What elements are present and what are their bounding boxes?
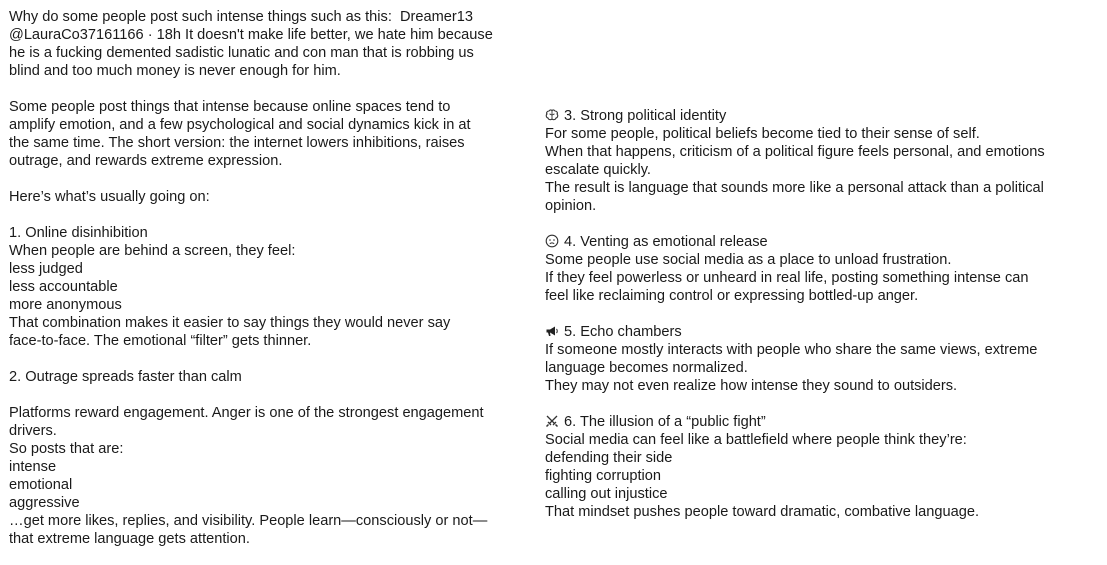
section-6-title: 6. The illusion of a “public fight” bbox=[564, 414, 766, 430]
section-2-line: Platforms reward engagement. Anger is one of the strongest engagement bbox=[9, 405, 484, 421]
question-block bbox=[9, 8, 539, 80]
section-5 bbox=[545, 323, 1101, 395]
intro-line: outrage, and rewards extreme expression. bbox=[9, 153, 283, 169]
question-line: @LauraCo37161166 · 18h It doesn't make life better, we hate him because bbox=[9, 27, 493, 43]
section-3-line: escalate quickly. bbox=[545, 162, 651, 178]
swords-icon bbox=[545, 414, 559, 428]
section-3-line: When that happens, criticism of a political figure feels personal, and emotions bbox=[545, 144, 1045, 160]
section-3-title: 3. Strong political identity bbox=[564, 108, 727, 124]
section-5-title-row bbox=[545, 323, 1101, 341]
face-icon bbox=[545, 234, 559, 248]
section-3 bbox=[545, 107, 1101, 215]
section-4 bbox=[545, 233, 1101, 305]
section-4-line: If they feel powerless or unheard in real life, posting something intense can bbox=[545, 270, 1029, 286]
heres-block bbox=[9, 188, 539, 206]
section-1-title: 1. Online disinhibition bbox=[9, 225, 148, 241]
intro-line: the same time. The short version: the internet lowers inhibitions, raises bbox=[9, 135, 465, 151]
section-1-line: That combination makes it easier to say things they would never say bbox=[9, 315, 451, 331]
section-1-line: face-to-face. The emotional “filter” gets thinner. bbox=[9, 333, 312, 349]
question-line: he is a fucking demented sadistic lunatic and con man that is robbing us bbox=[9, 45, 474, 61]
section-6-line: calling out injustice bbox=[545, 486, 668, 502]
section-4-title-row bbox=[545, 233, 1101, 251]
section-2-title-block bbox=[9, 368, 539, 386]
section-2-line: So posts that are: bbox=[9, 441, 124, 457]
section-1-line: less judged bbox=[9, 261, 83, 277]
section-3-line: opinion. bbox=[545, 198, 597, 214]
intro-line: Some people post things that intense because online spaces tend to bbox=[9, 99, 451, 115]
section-5-line: If someone mostly interacts with people who share the same views, extreme bbox=[545, 342, 1038, 358]
section-2-line: intense bbox=[9, 459, 57, 475]
section-2-line: that extreme language gets attention. bbox=[9, 531, 250, 547]
section-5-title: 5. Echo chambers bbox=[564, 324, 682, 340]
section-2-line: …get more likes, replies, and visibility. People learn—consciously or not— bbox=[9, 513, 488, 529]
section-4-title: 4. Venting as emotional release bbox=[564, 234, 768, 250]
section-5-line: language becomes normalized. bbox=[545, 360, 748, 376]
section-6-title-row bbox=[545, 413, 1101, 431]
question-line: Why do some people post such intense things such as this: Dreamer13 bbox=[9, 9, 473, 25]
section-1 bbox=[9, 224, 539, 350]
section-2-title: 2. Outrage spreads faster than calm bbox=[9, 369, 242, 385]
section-2-line: drivers. bbox=[9, 423, 57, 439]
section-6-line: That mindset pushes people toward dramatic, combative language. bbox=[545, 504, 980, 520]
left-column bbox=[9, 8, 539, 548]
section-1-line: more anonymous bbox=[9, 297, 122, 313]
heres-line: Here’s what’s usually going on: bbox=[9, 189, 210, 205]
section-1-line: When people are behind a screen, they feel: bbox=[9, 243, 296, 259]
section-1-line: less accountable bbox=[9, 279, 118, 295]
section-2-line: emotional bbox=[9, 477, 73, 493]
right-column bbox=[545, 107, 1101, 521]
intro-block bbox=[9, 98, 539, 170]
intro-line: amplify emotion, and a few psychological and social dynamics kick in at bbox=[9, 117, 471, 133]
section-6-line: defending their side bbox=[545, 450, 673, 466]
section-3-line: The result is language that sounds more like a personal attack than a political bbox=[545, 180, 1044, 196]
question-line: blind and too much money is never enough for him. bbox=[9, 63, 341, 79]
section-4-line: Some people use social media as a place to unload frustration. bbox=[545, 252, 952, 268]
section-6 bbox=[545, 413, 1101, 521]
section-2 bbox=[9, 404, 539, 548]
section-3-line: For some people, political beliefs become tied to their sense of self. bbox=[545, 126, 980, 142]
section-3-title-row bbox=[545, 107, 1101, 125]
section-2-line: aggressive bbox=[9, 495, 80, 511]
section-6-line: fighting corruption bbox=[545, 468, 662, 484]
section-5-line: They may not even realize how intense they sound to outsiders. bbox=[545, 378, 958, 394]
section-4-line: feel like reclaiming control or expressing bottled-up anger. bbox=[545, 288, 919, 304]
brain-icon bbox=[545, 108, 559, 122]
section-6-line: Social media can feel like a battlefield where people think they’re: bbox=[545, 432, 967, 448]
megaphone-icon bbox=[545, 324, 559, 338]
